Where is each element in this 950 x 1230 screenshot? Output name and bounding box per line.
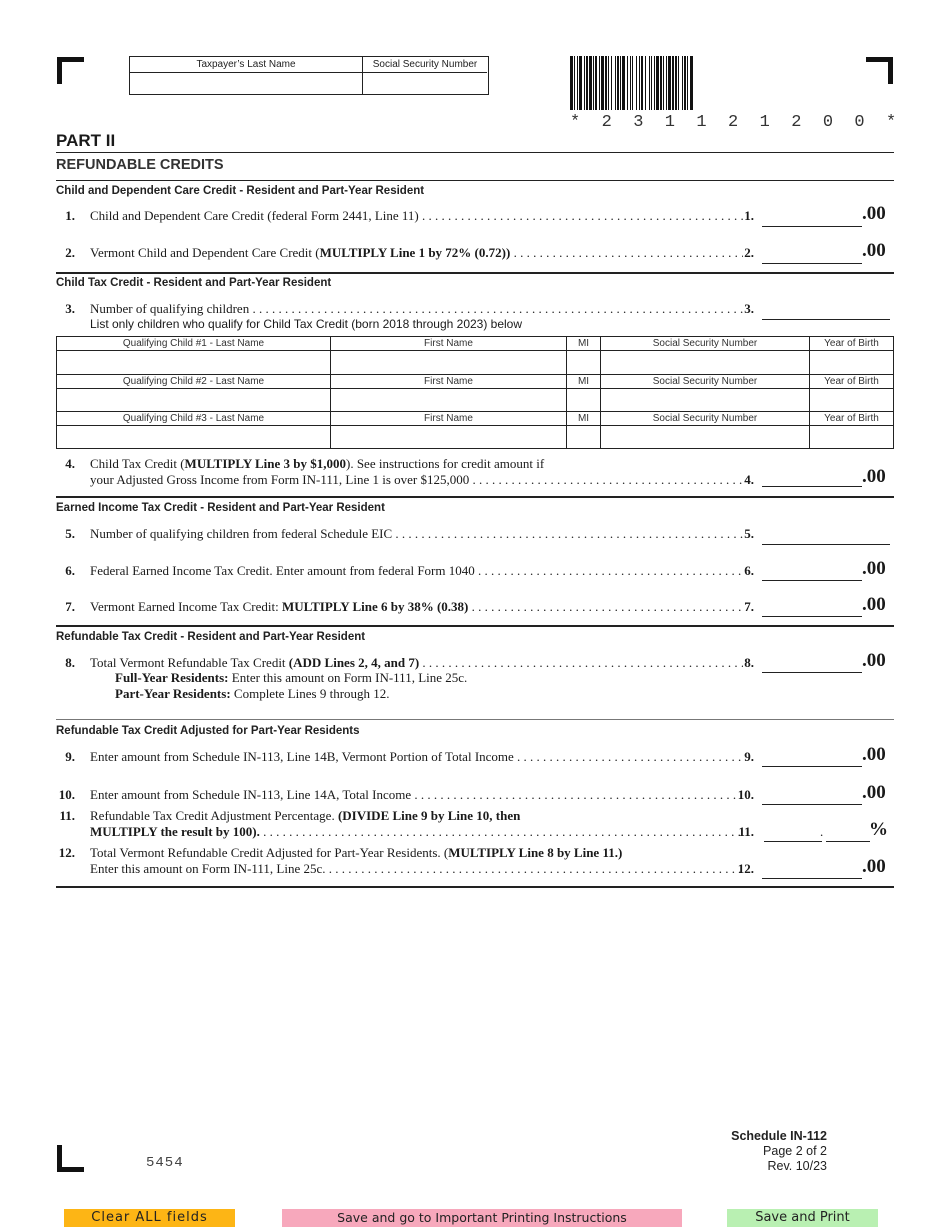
schedule-name: Schedule IN-112 [731, 1129, 827, 1143]
divider [56, 152, 894, 153]
line-end-number: 11. [738, 824, 754, 839]
line-text: Total Vermont Refundable Credit Adjusted for Part-Year Residents. ( [90, 845, 449, 860]
line-number: 10. [58, 787, 75, 802]
clear-all-button[interactable]: Clear ALL fields [64, 1209, 235, 1227]
cents-label: .00 [862, 782, 886, 803]
line-number: 3. [65, 301, 75, 316]
save-and-print-button[interactable]: Save and Print [727, 1209, 878, 1227]
cents-label: .00 [862, 558, 886, 579]
child-yob-label: Year of Birth [810, 412, 893, 426]
barcode-bar [649, 56, 650, 110]
line-text-bold: MULTIPLY Line 1 by 72% (0.72)) [319, 245, 511, 260]
child-1-first-name-input[interactable] [331, 351, 566, 374]
line-end-number: 5. [744, 526, 754, 541]
cents-label: .00 [862, 650, 886, 671]
barcode-bar [579, 56, 582, 110]
line-text-bold: MULTIPLY the result by 100). [90, 824, 260, 839]
form-footer [731, 1129, 827, 1174]
child-first-name-label: First Name [331, 337, 566, 351]
child-mi-label: MI [567, 375, 600, 389]
barcode-bar [654, 56, 655, 110]
line-text-bold: MULTIPLY Line 3 by $1,000 [184, 456, 346, 471]
section-heading-part-year: Refundable Tax Credit Adjusted for Part-Year Residents [56, 725, 360, 737]
line-text-bold: (ADD Lines 2, 4, and 7) [288, 655, 420, 670]
line-end-number: 10. [737, 787, 754, 802]
line-5-input[interactable] [762, 526, 890, 545]
line-11-first-row [56, 808, 520, 824]
barcode-bar [678, 56, 679, 110]
line-text: Enter amount from Schedule IN-113, Line 14A, Total Income . . . [90, 787, 743, 803]
child-yob-label: Year of Birth [810, 375, 893, 389]
line-4-first-row [56, 456, 756, 472]
percent-sign: % [869, 819, 888, 840]
line-number: 2. [65, 245, 75, 260]
cents-label: .00 [862, 594, 886, 615]
line-text-bold: MULTIPLY Line 8 by Line 11.) [448, 845, 623, 860]
barcode-bar [608, 56, 609, 110]
corner-mark-top-right [866, 57, 893, 84]
line-4-input[interactable] [762, 468, 862, 487]
line-end-number: 6. [744, 563, 754, 578]
barcode-bar [611, 56, 612, 110]
line-text: your Adjusted Gross Income from Form IN-111, Line 1 is over $125,000 . . . [90, 472, 743, 488]
divider [56, 496, 894, 498]
part-year-label: Part-Year Residents: [115, 686, 231, 701]
line-2-input[interactable] [762, 245, 862, 264]
line-text: ). See instructions for credit amount if [346, 456, 545, 471]
line-text: Enter amount from Schedule IN-113, Line 14B, Vermont Portion of Total Income . . . [90, 749, 743, 765]
part-year-note [115, 686, 390, 702]
child-row [57, 374, 893, 412]
line-3-input[interactable] [762, 301, 890, 320]
line-text: Vermont Earned Income Tax Credit: [90, 599, 282, 614]
child-2-first-name-input[interactable] [331, 389, 566, 412]
barcode-bar [627, 56, 628, 110]
full-year-note [115, 670, 467, 686]
cents-label: .00 [862, 240, 886, 261]
divider [56, 719, 894, 720]
last-name-label: Taxpayer’s Last Name [130, 57, 362, 73]
corner-mark-bottom-left [57, 1145, 84, 1172]
revision: Rev. 10/23 [767, 1159, 827, 1173]
cents-label: .00 [862, 856, 886, 877]
barcode-bar [636, 56, 637, 110]
barcode-bar [641, 56, 643, 110]
line-6-input[interactable] [762, 562, 862, 581]
barcode-bar [577, 56, 578, 110]
barcode-bar [586, 56, 588, 110]
child-last-name-label: Qualifying Child #3 - Last Name [57, 412, 330, 426]
decimal-point: . [820, 824, 824, 839]
part-title: PART II [56, 131, 116, 150]
barcode-bar [672, 56, 674, 110]
section-heading-earned-income: Earned Income Tax Credit - Resident and Part-Year Resident [56, 502, 385, 514]
line-number: 6. [65, 563, 75, 578]
child-2-mi-input[interactable] [567, 389, 600, 412]
line-text-bold: (DIVIDE Line 9 by Line 10, then [337, 808, 521, 823]
child-3-yob-input[interactable] [810, 426, 893, 449]
line-end-number: 3. [744, 301, 754, 316]
line-end-number: 7. [744, 599, 754, 614]
barcode-bar [656, 56, 659, 110]
full-year-text: Enter this amount on Form IN-111, Line 25c. [231, 670, 468, 685]
line-number: 11. [59, 808, 75, 823]
child-2-last-name-input[interactable] [57, 389, 330, 412]
child-ssn-label: Social Security Number [601, 412, 809, 426]
line-1-input[interactable] [762, 208, 862, 227]
child-last-name-label: Qualifying Child #1 - Last Name [57, 337, 330, 351]
barcode-bar [589, 56, 592, 110]
barcode-bar [601, 56, 604, 110]
section-heading-refundable: Refundable Tax Credit - Resident and Part-Year Resident [56, 631, 366, 643]
line-end-number: 2. [744, 245, 754, 260]
line-number: 8. [65, 655, 75, 670]
line-end-number: 8. [744, 655, 754, 670]
section-heading-child-tax-credit: Child Tax Credit - Resident and Part-Year Resident [56, 277, 332, 289]
page-number: Page 2 of 2 [763, 1144, 827, 1158]
divider [56, 272, 894, 274]
child-3-last-name-input[interactable] [57, 426, 330, 449]
barcode-bar [599, 56, 600, 110]
line-number: 12. [58, 845, 75, 860]
qualifying-children-table [56, 336, 894, 449]
corner-mark-top-left [57, 57, 84, 84]
cents-label: .00 [862, 466, 886, 487]
line-text: Federal Earned Income Tax Credit. Enter amount from federal Form 1040 . . . [90, 563, 743, 579]
line-text: Vermont Child and Dependent Care Credit ( [90, 245, 320, 260]
child-row [57, 411, 893, 449]
child-3-ssn-input[interactable] [601, 426, 809, 449]
barcode-bar [668, 56, 671, 110]
barcode-bar [615, 56, 616, 110]
form-code: 5454 [146, 1155, 184, 1171]
ssn-label: Social Security Number [363, 57, 487, 73]
child-3-first-name-input[interactable] [331, 426, 566, 449]
page-title: REFUNDABLE CREDITS [56, 157, 224, 173]
cents-label: .00 [862, 203, 886, 224]
barcode-bar [620, 56, 621, 110]
child-1-mi-input[interactable] [567, 351, 600, 374]
child-ssn-label: Social Security Number [601, 375, 809, 389]
line-text: Child and Dependent Care Credit (federal Form 2441, Line 11) . . . [90, 208, 743, 224]
barcode-bar [690, 56, 693, 110]
line-3-note: List only children who qualify for Child Tax Credit (born 2018 through 2023) below [90, 317, 523, 331]
barcode-bar [605, 56, 607, 110]
divider [56, 886, 894, 888]
divider [56, 180, 894, 181]
child-yob-label: Year of Birth [810, 337, 893, 351]
line-text: Number of qualifying children . . . [90, 301, 743, 317]
full-year-label: Full-Year Residents: [115, 670, 229, 685]
barcode-bar [675, 56, 677, 110]
line-end-number: 4. [744, 472, 754, 487]
save-go-print-instructions-button[interactable]: Save and go to Important Printing Instructions [282, 1209, 682, 1227]
child-row [57, 337, 893, 374]
line-text: Enter this amount on Form IN-111, Line 25c. . . . [90, 861, 743, 877]
line-number: 9. [65, 749, 75, 764]
taxpayer-header-table [129, 56, 489, 95]
cents-label: .00 [862, 744, 886, 765]
line-text: Total Vermont Refundable Tax Credit [90, 655, 289, 670]
child-last-name-label: Qualifying Child #2 - Last Name [57, 375, 330, 389]
child-mi-label: MI [567, 337, 600, 351]
line-number: 4. [65, 456, 75, 471]
barcode-bar [584, 56, 585, 110]
barcode-bar [666, 56, 667, 110]
barcode [570, 56, 812, 110]
divider [56, 625, 894, 627]
line-end-number: 1. [744, 208, 754, 223]
child-1-last-name-input[interactable] [57, 351, 330, 374]
child-2-yob-input[interactable] [810, 389, 893, 412]
line-12-first-row [56, 845, 622, 861]
barcode-bar [682, 56, 683, 110]
line-11-whole-input[interactable] [764, 823, 822, 842]
child-ssn-label: Social Security Number [601, 337, 809, 351]
line-10-input[interactable] [762, 786, 862, 805]
barcode-bar [684, 56, 686, 110]
barcode-bar [663, 56, 664, 110]
part-year-text: Complete Lines 9 through 12. [233, 686, 390, 701]
barcode-bar [593, 56, 594, 110]
barcode-bar [595, 56, 597, 110]
child-2-ssn-input[interactable] [601, 389, 809, 412]
barcode-bar [660, 56, 662, 110]
line-7-input[interactable] [762, 598, 862, 617]
barcode-bar [645, 56, 646, 110]
barcode-text: * 2 3 1 1 2 1 2 0 0 * [570, 113, 902, 132]
barcode-bar [687, 56, 688, 110]
taxpayer-last-name-input[interactable] [130, 73, 362, 95]
barcode-bar [639, 56, 640, 110]
line-text-bold: MULTIPLY Line 6 by 38% (0.38) [282, 599, 469, 614]
barcode-bar [574, 56, 575, 110]
barcode-bar [617, 56, 619, 110]
line-text: Child Tax Credit ( [90, 456, 185, 471]
child-1-ssn-input[interactable] [601, 351, 809, 374]
child-mi-label: MI [567, 412, 600, 426]
barcode-bar [570, 56, 573, 110]
line-end-number: 9. [744, 749, 754, 764]
barcode-bar [630, 56, 631, 110]
line-number: 5. [65, 526, 75, 541]
line-8-input[interactable] [762, 654, 862, 673]
child-first-name-label: First Name [331, 412, 566, 426]
line-12-input[interactable] [762, 860, 862, 879]
child-first-name-label: First Name [331, 375, 566, 389]
line-number: 1. [65, 208, 75, 223]
barcode-bar [632, 56, 633, 110]
barcode-bar [651, 56, 652, 110]
barcode-bar [622, 56, 625, 110]
line-text: Number of qualifying children from federal Schedule EIC . . . [90, 526, 743, 542]
line-text: Refundable Tax Credit Adjustment Percentage. [90, 808, 338, 823]
section-heading-dependent-care: Child and Dependent Care Credit - Resident and Part-Year Resident [56, 185, 425, 197]
line-number: 7. [65, 599, 75, 614]
child-1-yob-input[interactable] [810, 351, 893, 374]
line-11-decimal-input[interactable] [826, 823, 870, 842]
taxpayer-ssn-input[interactable] [363, 73, 487, 95]
line-9-input[interactable] [762, 748, 862, 767]
line-end-number: 12. [737, 861, 754, 876]
child-3-mi-input[interactable] [567, 426, 600, 449]
